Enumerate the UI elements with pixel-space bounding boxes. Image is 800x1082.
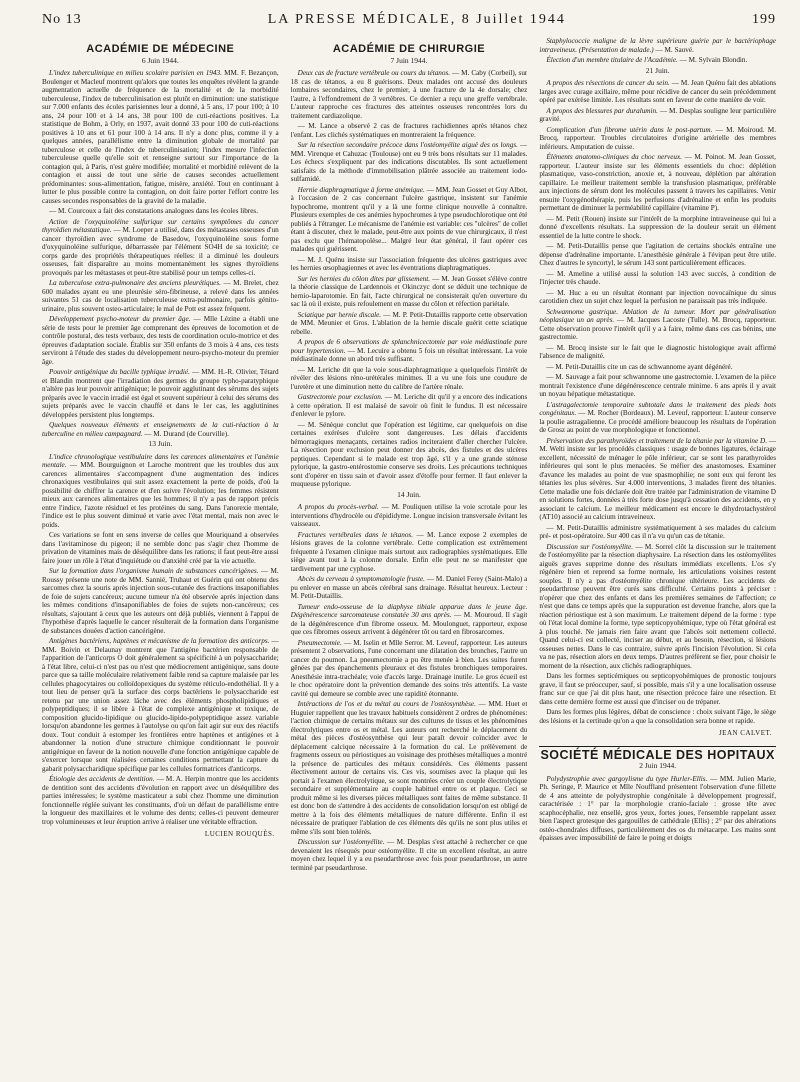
issue-number: No 13: [42, 12, 82, 27]
report-title: Élection d'un membre titulaire de l'Académie.: [546, 56, 678, 64]
report-title: A propos du procès-verbal.: [297, 503, 379, 511]
report-title: Étiologie des accidents de dentition.: [49, 775, 155, 783]
report-paragraph: — M. Huc a eu un résultat étonnant par injection novocaïnique du sinus carotidien chez un sujet chez lequel la perfusion ne paraissait pas très indiquée.: [539, 288, 776, 305]
report-title: Antigènes bactériens, haptènes et mécanisme de la formation des anticorps.: [49, 637, 270, 645]
report-title: Deux cas de fracture vertébrale ou cours du tétanos.: [297, 69, 451, 77]
report-paragraph: — M. Brocq insiste sur le fait que le diagnostic histologique avait affirmé l'absence de malignité.: [539, 343, 776, 360]
report-paragraph: — M. Sauvage a fait pour schwannome une gastrectomie. L'examen de la pièce montrait l'existence d'une dégénérescence centrale minime. 6 ans après il y avait un noyau hépatique métastatique.: [539, 373, 776, 398]
report-paragraph: Préservation des parathyroïdes et traitement de la tétanie par la vitamine D. — M. Welti insiste sur les procédés classiques : usage de bonnes ligatures, éclairage excellent, nécessité de ménager le pôle inférieur, car se sont les parathyroïdes inférieures qui sont le plus menacées. Se méfier des anastomoses. Examiner d'avance les malades au point de vue spasmophilie; ne sont eux qui feront les tétanies les plus sévères. Sur 4.000 interventions, 3 malades firent des tétanies. Cette maladie une fois déclarée doit être traitée par l'administration de vitamine D en solutions fortes, données à très forte dose jusqu'à cessation des accidents, en y associant le calcium. Le meilleur médicament est encore le dihydrotachystérol (AT10) associé au calcium intraveineux.: [539, 436, 776, 521]
column-3: [539, 37, 776, 1077]
report-paragraph: — M. Petit (Rouen) insiste sur l'intérêt de la morphine intraveineuse qui lui a donné d'excellents résultats. La suppression de la douleur serait un élément essentiel de la lutte contre le shock.: [539, 214, 776, 240]
session-date: 7 Juin 1944.: [390, 55, 428, 65]
report-title: Hernie diaphragmatique à forme anémique.: [297, 185, 425, 194]
report-paragraph: Fractures vertébrales dans le tétanos. — M. Lance expose 2 exemples de lésions graves de la colonne vertébrale. Cette complication est extrêmement fréquente à l'examen clinique mais surtout aux radiographies systématiques. Elle siège avant tout à la colonne dorsale. Enfin elle peut ne se manifester que tardivement par une cyphose.: [290, 530, 528, 573]
report-title: Sur la résection secondaire précoce dans l'ostéomyélite aiguë des os longs.: [297, 141, 518, 149]
report-title: L'index tuberculinique en milieu scolaire parisien en 1943.: [49, 69, 222, 77]
report-paragraph: Hernie diaphragmatique à forme anémique. — MM. Jean Gosset et Guy Albot, à l'occasion de 2 cas concernant l'ulcère gastrique, insistent sur l'anémie hypochrome, montrent qu'il y a là une forme clinique nouvelle à connaître. Plusieurs exemples de ces anémies hypochromes à type pseudochlorotique ont été publiés à l'étranger. Le mécanisme de l'anémie est variable: ces "ulcères" de collet étant à discuter, chez le malade, peut-être aux points de vue chirurgicaux, il n'est pas exclu que l'hématopoïèse... Malgré leur état général, il faut opérer ces malades qui guérissent.: [290, 185, 528, 253]
page-number: 199: [751, 12, 776, 27]
report-title: Schwannome gastrique. Ablation de la tumeur. Mort par généralisation néoplasique un an après.: [539, 307, 776, 324]
report-paragraph: Schwannome gastrique. Ablation de la tumeur. Mort par généralisation néoplasique un an après. — M. Jacques Lacoste (Tulle). M. Brocq, rapporteur. Cette observation prouve l'intérêt qu'il y a à faire, même dans ces cas bénins, une gastrectomie.: [539, 307, 776, 341]
report-paragraph: Dans les formes septicémiques ou septicopyohémiques de pronostic toujours grave, il faut se préoccuper, sauf, si possible, mais s'il y a une localisation osseuse franc sur ce que j'ai dit plus haut, une résection précoce faire une résection. Et dans cette dernière forme est aussi que d'inciser ou de trépaner.: [539, 672, 776, 706]
report-paragraph: Étiologie des accidents de dentition. — M. A. Herpin montre que les accidents de dentition sont des accidents d'évolution en rapport avec un déséquilibre des parties intéressées; le système masticateur a subi chez l'homme une diminution fonctionnelle réglée suivant les constituants, d'où un défaut de parallélisme entre la longueur des maxillaires et le volume des dents; celles-ci peuvent demeurer trop volumineuses et leur éruption arrive à réaliser une véritable effraction.: [42, 775, 279, 826]
report-title: Sur la formation dans l'organisme humain de substances cancérigènes.: [49, 567, 259, 575]
session-date: 13 Juin.: [148, 439, 173, 448]
report-paragraph: A propos du procès-verbal. — M. Pouliquen utilise la voie scrotale pour les interventions d'hydrocèle ou d'épididyme. Longue incision transversale évitant les vaisseaux.: [290, 503, 528, 528]
report-title: A propos de 6 observations de splanchnicectomie par voie médiastinale pure pour hypertension.: [290, 338, 528, 355]
report-paragraph: Tumeur endo-osseuse de la diaphyse tibiale apparue dans le jeune âge. Dégénérescence sarcomateuse constatée 30 ans après. — M. Mouroud. Il s'agit de la dégénérescence d'un fibrome osseux. M. Moulonguet, rapporteur, expose que ces fibromes osseux arrivent à dégénérer tôt ou tard en fibrosarcomes.: [290, 602, 528, 636]
report-paragraph: — M. Leriche dit que la voie sous-diaphragmatique a quelquefois l'intérêt de révéler des lésions réno-urétérales minimes. Il a vu une fois une coudure de l'uretère et une diminution nette du calibre de l'artère rénale.: [290, 365, 528, 391]
report-paragraph: Deux cas de fracture vertébrale ou cours du tétanos. — M. Caby (Corbeil), sur 18 cas de tétanos, a eu 8 guérisons. Deux malades ont accusé des douleurs lombaires secondaires, chez le premier, à une fracture de la 4e dorsale; chez l'autre, à l'effondrement de 3 vertèbres. Ce dernier a reçu une greffe vertébrale. L'auteur rapproche ces fractures des atteintes osseuses rencontrées lors du traitement cardiazolique.: [290, 69, 528, 120]
report-title: L'indice chronologique vestibulaire dans les carences alimentaires et l'anémie mentale.: [42, 452, 279, 469]
report-title: A propos des résections de cancer du sein.: [546, 79, 670, 87]
report-title: Préservation des parathyroïdes et traitement de la tétanie par la vitamine D.: [546, 436, 767, 445]
report-paragraph: L'indice chronologique vestibulaire dans les carences alimentaires et l'anémie mentale. — MM. Bourguignon et Laroche montrent que les troubles dus aux carences alimentaires s'accompagnent d'une augmentation des indices chronaxiques vestibulaires qui suit assez exactement la perte de poids, d'où la possibilité de chiffrer la carence et d'en suivre l'évolution; les femmes résistent mieux aux carences alimentaires que les hommes; il n'y a pas de rapport précis entre l'indice, l'azote résiduel et les protéines du sang. Dans l'anorexie mentale, l'indice est le plus souvent diminué et varie avec l'état mental, mais non avec le poids.: [42, 452, 279, 529]
report-title: Intéractions de l'os et du métal au cours de l'ostéosynthèse.: [297, 700, 476, 708]
report-paragraph: A propos de 6 observations de splanchnicectomie par voie médiastinale pure pour hypertension. — M. Lecuire a obtenu 5 fois un résultat intéressant. La voie médiastinale donne un abord très suffisant.: [290, 338, 528, 363]
report-title: Tumeur endo-osseuse de la diaphyse tibiale apparue dans le jeune âge. Dégénérescence sarcomateuse constatée 30 ans après.: [290, 602, 528, 619]
report-paragraph: Élection d'un membre titulaire de l'Académie. — M. Sylvain Blondin.: [546, 56, 748, 64]
report-paragraph: Staphylococcie maligne de la lèvre supérieure guérie par le bactériophage intraveineux. (Présentation de malade.) — M. Sauvé.: [539, 37, 776, 54]
report-paragraph: Pneumectomie. — M. Iselin et Mlle Serror. M. Leveuf, rapporteur. Les auteurs présentent 2 observations, l'une concernant une dilatation des bronches, l'autre un cancer du poumon. La pneumectomie a pu être menée à bien. Les suites furent gênées par des épanchements pleuraux et des fistules bronchiques temporaires. Anesthésie intra-trachéale; voie d'accès large. Drainage inutile. Le gros écueil est le choc opératoire dont la prévention demande des soins très attentifs. La vaste cavité qui demeure se comble avec une rapidité étonnante.: [290, 638, 528, 698]
report-paragraph: A propos des résections de cancer du sein. — M. Jean Quénu fait des ablations larges avec curage axillaire, même pour récidive de cancer du sein précédemment opéré par exérèse limitée. Les résultats sont en faveur de cette manière de voir.: [539, 79, 776, 104]
session-date: 6 Juin 1944.: [141, 55, 179, 65]
section-heading-academie-chirurgie: ACADÉMIE DE CHIRURGIE: [332, 43, 486, 55]
report-title: A propos des blessures par duralumin.: [546, 106, 658, 115]
report-title: Fractures vertébrales dans le tétanos.: [297, 530, 414, 539]
report-paragraph: Sur les hernies du côlon dites par glissement. — M. Jean Gosset s'élève contre la théorie classique de Lardennois et Okinczyc dont se déduit une technique de hernio-laparotomie. En fait, l'acte chirurgical ne consisterait qu'en ouverture du sac là où il existe, puis refoulement en masse du côlon et réfection pariétale.: [290, 274, 528, 308]
report-title: Complication d'un fibrome utérin dans le post-partum.: [546, 125, 713, 134]
report-title: Quelques nouveaux éléments et enseignements de la cuti-réaction à la tuberculine en milieu campagnard.: [42, 421, 279, 438]
running-header: [42, 12, 776, 33]
report-paragraph: Complication d'un fibrome utérin dans le post-partum. — M. Moiroud. M. Brocq, rapporteur. Troubles circulatoires d'origine artérielle des membres inférieurs. Amputation de cuisse.: [539, 125, 776, 151]
report-title: La tuberculose extra-pulmonaire des anciens pleurétiques.: [49, 279, 221, 287]
report-paragraph: L'astragalectomie temporaire subtotale dans le traitement des pieds bots congénitaux. — M. Rocher (Bordeaux). M. Leveuf, rapporteur. L'auteur conserve la poulie astragalienne. Ce procédé améliore beaucoup les résultats de l'opération de Grosz au point de vue morphologique et fonctionnel.: [539, 400, 776, 434]
report-paragraph: Gastrectomie pour exclusion. — M. Leriche dit qu'il y a encore des indications à cette opération. Il est malaisé de savoir où finit le fundus. Il est nécessaire d'enlever le pylore.: [290, 393, 528, 418]
report-paragraph: — M. Sénèque conclut que l'opération est légitime, car quelquefois on dise certaines exérèses d'ulcère sont dangereuses. Les délais d'accidents hémorragiques menaçants, certaines radios inciteraient d'aller chercher l'ulcère. La résection pour exclusion peut donner des abcès, des fistules et des ulcères peptiques. Cependant si le malade est trop âgé, s'il y a une grande sténose pylorique, la gastro-entérostomie conserve ses droits. Les précautions techniques sont d'opérer en tissu sain et d'avoir assez d'étoffe pour fermer. Il faut enlever la muqueuse pylorique.: [290, 420, 528, 488]
report-paragraph: — M. Petit-Dutaillis administre systématiquement à ses malades du calcium pré- et post-opératoire. Sur 400 cas il n'a vu qu'un cas de tétanie.: [539, 523, 776, 540]
report-paragraph: L'index tuberculinique en milieu scolaire parisien en 1943. MM. F. Bezançon, Boulenger et Macleuf montrent qu'alors que toutes les enquêtes révèlent la grande augmentation actuelle de fréquence de la mortalité et de la morbidité tuberculeuse, l'index de tuberculinisation est plutôt en diminution: une statistique sur 7.000 enfants des écoles parisiennes leur a donné, à 5 ans, 17 pour 100; à 10 ans, 24 pour 100 et à 14 ans, 38 pour 100 de cuti-réactions positives. La statistique de Bohm, à Orly, en 1937, avait donné 33 pour 100 de cuti-réactions positives à 10 ans et 61 pour 100 à 14 ans. Il n'y a donc plus, comme il y a quelques années, parallélisme entre la diminution globale de mortalité par tuberculose et celle de l'index de tuberculinisation; l'index mesure l'infection tuberculeuse quelle qu'elle soit et renseigne surtout sur l'importance de la contagion qui, à Paris, n'est guère modifiée; mortalité et morbidité relèvent de la contagion et aussi de tout une série de causes secondes actuellement prédominantes: sous-alimentation, fatigue, misère, anxiété. Tout en continuant à lutter le plus possible contre la contagion, on doit faire porter l'effort contre les causes secondes responsables de la gravité de la maladie.: [42, 69, 279, 205]
report-title: Pouvoir antigénique du bacille typhique irradié.: [49, 368, 190, 376]
report-paragraph: Développement psycho-moteur du premier âge. — Mlle Lézine a établi une série de tests pour le premier âge comprenant des épreuves de locomotion et de contrôle postural, des tests verbaux, des tests de coordination oculo-motrice et des épreuves d'adaptation sociale. Établis sur 350 enfants de 3 mois à 4 ans, ces tests serviront à l'étude des stades du développement neuro-psycho-moteur du premier âge.: [42, 315, 279, 366]
report-paragraph: — M. Petit-Dutaillis pense que l'agitation de certains shockés entraîne une dépense d'adrénaline importante. L'anesthésie générale à l'évipan peut être utile. Chez d'autres le syncortyl, le sérum 143 sont particulièrement efficaces.: [539, 242, 776, 267]
report-paragraph: Éléments anatomo-cliniques du choc nerveux. — M. Poinot. M. Jean Gosset, rapporteur. L'auteur insiste sur les éléments essentiels du choc: déplétion plasmatique, vaso-constriction, anoxie et, à nouveau, déplétion par altération capillaire. Le meilleur traitement semble la transfusion plasmatique, préférable aux injections de sérum dont les molécules passent à travers les capillaires. Venir ensuite l'oxygénothérapie, puis les perfusions d'adrénaline et enfin les produits permettant de diminuer la perméabilité capillaire (vitamine P).: [539, 153, 776, 212]
report-paragraph: Action de l'oxyquinoléine sulfurique sur certains symptômes du cancer thyroïdien métastatique. — M. Loeper a utilisé, dans des métastases osseuses d'un cancer thyroïdien avec syndrome de Basedow, l'oxyquinoléine sous forme d'oxyquinoléine sulfurique, débarrassée par l'élément SO4H de sa toxicité; ce corps garde des propriétés thérapeutiques réelles: il a diminué les douleurs osseuses, fait disparaître au moins momentanément les signes thyroïdiens provoqués par les métastases et peut-être stabilisé pour un temps celles-ci.: [42, 217, 279, 277]
report-title: Discussion sur l'ostéomyélite.: [297, 838, 385, 846]
report-paragraph: Intéractions de l'os et du métal au cours de l'ostéosynthèse. — MM. Huet et Huguier rappellent que les travaux habituels considèrent 2 ordres de phénomènes: l'action chimique de certains métaux sur des cultures de tissus et les phénomènes électrolytiques entre os et métal. Les auteurs ont recherché le déplacement du métal des pièces d'ostéosynthèse qui leur paraît devoir coïncider avec le déplacement calcique nécessaire à la formation du cal. Le prélèvement de fragments osseux ou périostiques au voisinage des prothèses métalliques a montré la présence de particules des métaux considérés. Ces éléments passent électivement autour de certains vis. Ces vis, soumises avec la plaque qui les portait à l'examen électrolytique, se sont montrées créer un couple électrolytique secondaire et supplémentaire au couple habituel entre os et plaque. Ceci se produit même si les diverses pièces métalliques sont faites de même substance. Il est donc bon de s'attendre à des accidents de consolidation lorsqu'on est obligé de mettre à la fois des éléments métalliques de nature différente. Enfin il est nécessaire de pratiquer l'ablation de ces éléments dès qu'ils ne sont plus utiles et même s'ils sont bien tolérés.: [290, 700, 528, 836]
report-paragraph: Quelques nouveaux éléments et enseignements de la cuti-réaction à la tuberculine en milieu campagnard. — M. Durand (de Courville).: [42, 421, 279, 438]
report-paragraph: Sciatique par hernie discale. — M. P. Petit-Dutaillis rapporte cette observation de MM. Meunier et Gros. L'ablation de la hernie discale guérit cette sciatique rebelle.: [290, 310, 528, 336]
report-title: Éléments anatomo-cliniques du choc nerveux.: [546, 153, 682, 161]
report-paragraph: Ces variations se font en sens inverse de celles que Mouriquand a observées dans l'avitaminose du pigeon; il ne semble donc pas s'agir chez l'homme de privation de vitamines mais de déséquilibre dans les rations; il faut peut-être aussi faire jouer un rôle à l'état d'inquiétude ou d'anxiété créé par la vie actuelle.: [42, 531, 279, 565]
section-heading-academie-medecine: ACADÉMIE DE MÉDECINE: [86, 43, 235, 55]
report-title: Polydystrophie avec gargoylisme du type Hurler-Ellis.: [546, 774, 708, 783]
report-paragraph: — M. Ameline a utilisé aussi la solution 143 avec succès, à condition de l'injecter très chaude.: [539, 269, 776, 286]
report-title: Action de l'oxyquinoléine sulfurique sur certains symptômes du cancer thyroïdien métastatique.: [42, 217, 279, 234]
report-paragraph: — M. Petit-Dutaillis cite un cas de schwannome ayant dégénéré.: [546, 362, 733, 371]
session-date: 21 Juin.: [645, 65, 670, 75]
author-signature: JEAN CALVET.: [718, 729, 772, 737]
report-title: Staphylococcie maligne de la lèvre supérieure guérie par le bactériophage intraveineux. (Présentation de malade.): [539, 37, 776, 54]
report-paragraph: Discussion sur l'ostéomyélite. — M. Sorrel clôt la discussion sur le traitement de l'ostéomyélite par la résection diaphysaire. La résection dans les ostéomyélites aiguës graves supprime donne des résultats immédiats excellents. L'os s'y régénère bien et reprend sa forme normale, les articulations voisines restent souples. Il n'y a pas d'ostéomyélite chronique ultérieure. Les accidents de pseudarthrose peuvent être curés sans difficulté. Certains points à préciser : n'opérer que chez des enfants et dans les premières semaines de l'affection; ce n'est que dans ce temps après que la suppuration est devenue franche, alors que la réaction périostique est à son maximum. Le traitement dépend de la forme : type où l'état local domine la forme, type septicopyohémique, type où l'état général est à plus touché. Ne jamais rien faire avant que l'abcès soit nettement collecté. Quand celui-ci est collecté, inciser au début, et au besoin, résection, si lésions osseuses nettes. Dans le cas contraire, suivre après l'incision l'évolution. Si cela va ne pas, résection alors en deux temps. D'autres préfèrent se fier, pour choisir le moment de la résection, aux clichés radiographiques.: [539, 542, 776, 670]
report-title: Gastrectomie pour exclusion.: [297, 393, 383, 401]
report-title: Développement psycho-moteur du premier âge.: [49, 315, 191, 323]
report-title: Sur les hernies du côlon dites par glissement.: [297, 274, 431, 283]
report-paragraph: Antigènes bactériens, haptènes et mécanisme de la formation des anticorps. — MM. Boivin et Delaunay montrent que l'antigène bactérien responsable de l'apparition de l'anticorps O doit généralement sa spécificité à un polysaccharide; à l'état libre, celui-ci n'est pas ou n'est que médiocrement antigénique, sans doute parce que sa taille moléculaire relativement faible rend sa capture malaisée par les cellules phagocytaires ou colloïdopexiques du système réticulo-endothélial. Il y a tout lieu de penser qu'à la surface des corps bactériens le polysaccharide est retenu par une union assez lâche avec des éléments phospholipidiques et polypeptidiques; il se libère à l'état de complexe antigénique et toxique, de composition glucido-lipidique ou glucido-lipido-polypeptidique assez variable lorsqu'on abandonne les germes à l'autolyse ou qu'on fait agir sur eux des réactifs doux. Tout conduit à estomper les frontières entre haptènes et antigènes et à abandonner la notion d'une structure chimique conditionnant le pouvoir antigénique en faveur de la notion nouvelle d'une fonction antigénique capable de s'exercer lorsque sont réalisées certaines conditions permettant la capture du gabarit polysaccharidique spécifique par les cellules formatrices d'anticorps.: [42, 637, 279, 773]
report-paragraph: — M. Courcoux a fait des constatations analogues dans les écoles libres.: [49, 207, 258, 215]
section-heading-societe-medicale: SOCIÉTÉ MÉDICALE DES HOPITAUX: [540, 747, 775, 762]
report-title: Sciatique par hernie discale.: [297, 310, 382, 319]
column-2: [291, 37, 528, 1077]
report-paragraph: La tuberculose extra-pulmonaire des anciens pleurétiques. — M. Brelet, chez 600 malades ayant eu une pleurésie séro-fibrineuse, a relevé dans les années suivantes 51 cas de localisation tuberculeuse extra-pulmonaire, parfois génito-urinaire, plus souvent osteo-articulaire; le mal de Pott est assez fréquent.: [42, 279, 279, 313]
report-paragraph: Sur la formation dans l'organisme humain de substances cancérigènes. — M. Roussy présente une note de MM. Sannié, Truhaut et Guérin qui ont obtenu des sarcomes chez la souris après injection sous-cutanée des fractions insaponifiables de foie de sujets cancéreux; aucune tumeur n'a été observée après injection dans les mêmes conditions d'insaponifiables de foies de sujets non-cancéreux; ces résultats, s'ajoutant à ceux que les auteurs ont déjà publiés, viennent à l'appui de l'hypothèse d'après laquelle le cancer résulterait de la formation dans l'organisme de substances douées d'action cancérigène.: [42, 567, 279, 635]
report-paragraph: Discussion sur l'ostéomyélite. — M. Desplas s'est attaché à rechercher ce que devenaient les résequés pour ostéomyélite. Il cite un excellent résultat, au autre moyen chez lequel il y a eu pseudarthrose avec fois pour pseudarthrose, un autre terminé par pseudarthrose.: [290, 838, 528, 872]
author-signature: LUCIEN ROUQUÈS.: [204, 830, 275, 838]
report-title: Discussion sur l'ostéomyélite.: [546, 542, 633, 551]
report-title: Pneumectomie.: [297, 638, 342, 647]
report-paragraph: Pouvoir antigénique du bacille typhique irradié. — MM. H.-R. Olivier, Tétard et Blandin montrent que l'irradiation des germes du groupe typho-paratyphique n'altère pas leur pouvoir antigénique; le pouvoir agglutinant des sérums des sujets préparés avec le vaccin irradié est égal et souvent supérieur à celui des sérums des sujets préparés avec le vaccin chauffé et dans le 1er cas, les agglutinines développées persistent plus longtemps.: [42, 368, 279, 419]
journal-title-date: LA PRESSE MÉDICALE, 8 Juillet 1944: [267, 12, 566, 27]
session-date: 14 Juin.: [397, 489, 421, 499]
report-paragraph: Dans les formes plus légères, débat de conscience : choix suivant l'âge, le siège des lésions et la certitude qu'on a que la consolidation sera bonne et rapide.: [539, 708, 776, 725]
report-title: L'astragalectomie temporaire subtotale dans le traitement des pieds bots congénitaux.: [539, 400, 776, 417]
session-date: 2 Juin 1944.: [639, 761, 677, 770]
report-paragraph: Abcès du cerveau à symptomatologie fruste. — M. Daniel Ferey (Saint-Malo) a pu enlever en masse un abcès cérébral sans drainage. Résultat heureux. Lecteur : M. Petit-Dutaillis.: [290, 575, 528, 600]
report-paragraph: — M. J. Quénu insiste sur l'association fréquente des ulcères gastriques avec les hernies œsophagiennes et avec les éventrations diaphragmatiques.: [290, 255, 528, 272]
column-1: [42, 37, 279, 1077]
report-paragraph: Sur la résection secondaire précoce dans l'ostéomyélite aiguë des os longs. — MM. Virenque et Cahuzac (Toulouse) ont eu 9 très bons résultats sur 11 malades. Les échecs s'expliquent par des indications discutables. Ils sont actuellement satisfaits de la méthode d'immobilisation plâtrée associée au traitement iodo-sulfamidé.: [290, 141, 528, 183]
report-title: Abcès du cerveau à symptomatologie fruste.: [297, 575, 425, 583]
report-paragraph: Polydystrophie avec gargoylisme du type Hurler-Ellis. — MM. Julien Marie, Ph. Seringe, P. Maurice et Mlle Nouffland présentent l'observation d'une fillette de 4 ans atteinte de polydystrophie congénitale à développement progressif, caractérisée : 1° par la morphologie cranio-faciale : grosse tête avec scaphocéphalie, nez ensellé, gros yeux, fortes joues, l'ensemble rappelant assez bien l'aspect grotesque des gargouilles de cathédrale (Ellis) ; 2° par des altérations ostéo-chondrales diffuses, particulièrement des os du métacarpe. Les mains sont épaisses avec impossibilité de faire le poing et doigts: [539, 774, 776, 842]
report-paragraph: A propos des blessures par duralumin. — M. Desplas souligne leur particulière gravité.: [539, 106, 776, 123]
report-paragraph: — M. Lance a observé 2 cas de fractures rachidiennes après tétanos chez l'enfant. Les clichés systématiques en montreraient la fréquence.: [290, 122, 528, 139]
